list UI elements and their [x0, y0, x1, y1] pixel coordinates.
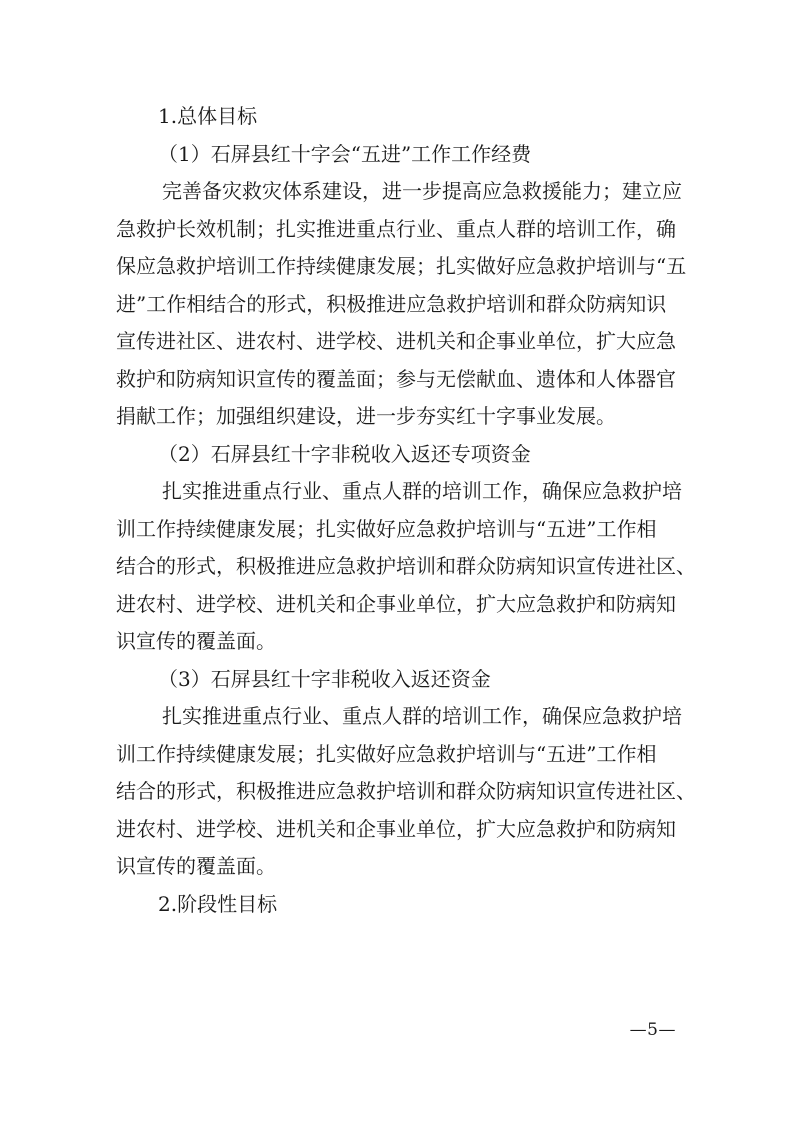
paragraph-1-line-3: 保应急救护培训工作持续健康发展；扎实做好应急救护培训与“五 [116, 254, 687, 278]
paragraph-1-line-4: 进”工作相结合的形式，积极推进应急救护培训和群众防病知识 [116, 291, 667, 316]
section-heading-stage-goal: 2.阶段性目标 [158, 891, 278, 916]
paragraph-2-line-5: 识宣传的覆盖面。 [116, 629, 276, 653]
paragraph-3-line-4: 进农村、进学校、进机关和企事业单位，扩大应急救护和防病知 [116, 816, 676, 841]
paragraph-1-line-6: 救护和防病知识宣传的覆盖面；参与无偿献血、遗体和人体器官 [116, 366, 676, 391]
paragraph-2-line-1: 扎实推进重点行业、重点人群的培训工作，确保应急救护培 [162, 479, 682, 503]
paragraph-2-line-2: 训工作持续健康发展；扎实做好应急救护培训与“五进”工作相 [116, 516, 657, 541]
paragraph-1-line-7: 捐献工作；加强组织建设，进一步夯实红十字事业发展。 [116, 404, 616, 428]
subsection-title-1: （1）石屏县红十字会“五进”工作工作经费 [158, 141, 532, 166]
paragraph-3-line-3: 结合的形式，积极推进应急救护培训和群众防病知识宣传进社区、 [116, 779, 696, 803]
paragraph-3-line-5: 识宣传的覆盖面。 [116, 854, 276, 878]
paragraph-1-line-2: 急救护长效机制；扎实推进重点行业、重点人群的培训工作，确 [116, 216, 676, 241]
page-number: —5— [629, 1020, 676, 1040]
subsection-title-3: （3）石屏县红十字非税收入返还资金 [158, 666, 491, 691]
document-body [116, 98, 696, 923]
paragraph-2-line-3: 结合的形式，积极推进应急救护培训和群众防病知识宣传进社区、 [116, 554, 696, 578]
paragraph-3-line-2: 训工作持续健康发展；扎实做好应急救护培训与“五进”工作相 [116, 741, 657, 766]
paragraph-2-line-4: 进农村、进学校、进机关和企事业单位，扩大应急救护和防病知 [116, 591, 676, 616]
paragraph-1-line-5: 宣传进社区、进农村、进学校、进机关和企事业单位，扩大应急 [116, 329, 676, 353]
section-heading-overall-goal: 1.总体目标 [158, 104, 258, 128]
paragraph-3-line-1: 扎实推进重点行业、重点人群的培训工作，确保应急救护培 [162, 704, 682, 728]
paragraph-1-line-1: 完善备灾救灾体系建设，进一步提高应急救援能力；建立应 [162, 179, 682, 203]
subsection-title-2: （2）石屏县红十字非税收入返还专项资金 [158, 441, 531, 466]
